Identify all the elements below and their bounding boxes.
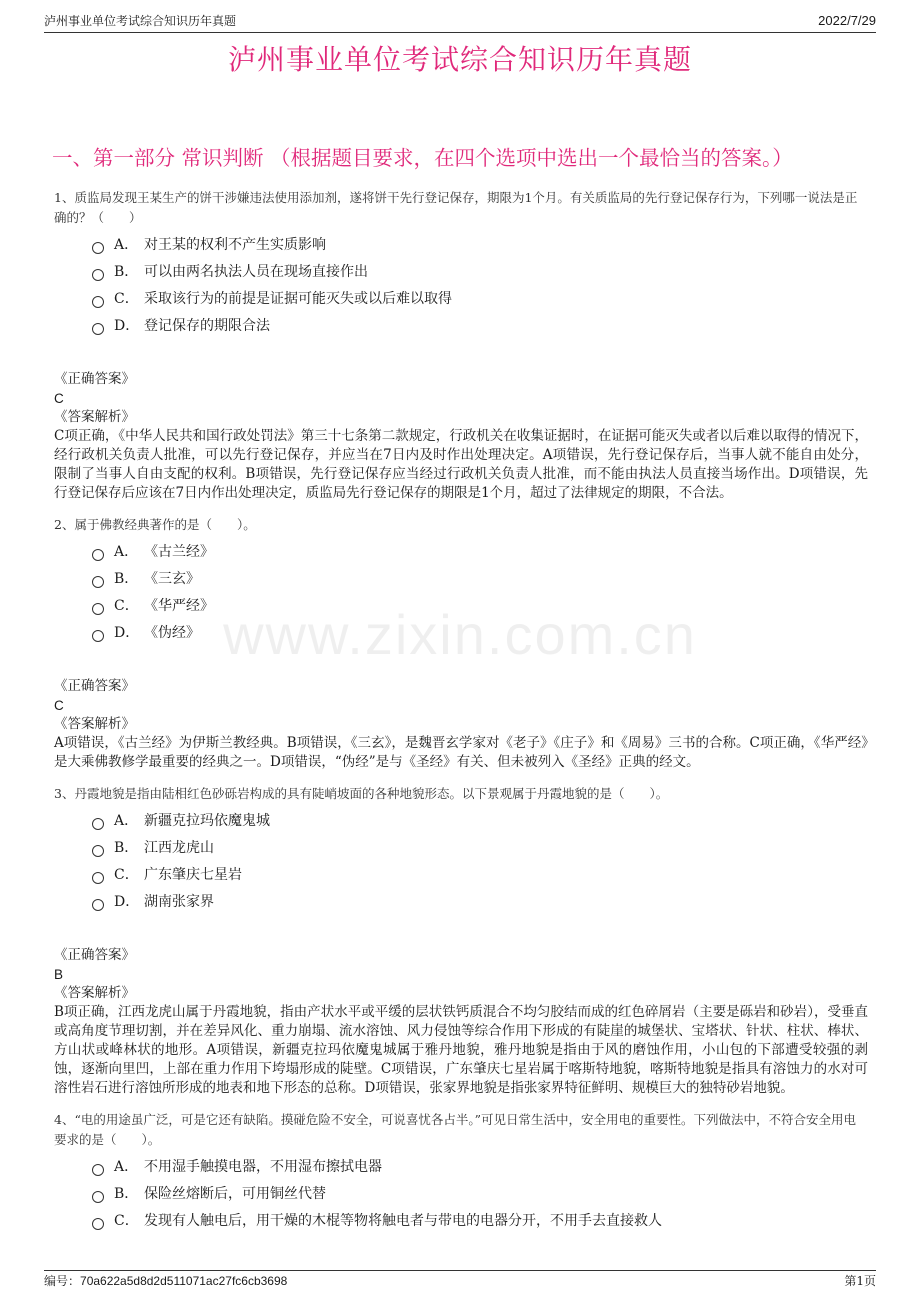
radio-icon[interactable] [92, 549, 104, 561]
option-a[interactable]: A． 不用湿手触摸电器，不用湿布擦拭电器 [92, 1154, 868, 1181]
option-list [92, 539, 868, 647]
option-list [92, 232, 868, 340]
explanation-label: 《答案解析》 [54, 985, 135, 1001]
answer-block [54, 677, 868, 772]
radio-icon[interactable] [92, 845, 104, 857]
answer-block [54, 946, 868, 1098]
radio-icon[interactable] [92, 603, 104, 615]
question-stem: 1、质监局发现王某生产的饼干涉嫌违法使用添加剂，遂将饼干先行登记保存，期限为1个月。有关质监局的先行登记保存行为，下列哪一说法是正确的？（ ） [54, 190, 858, 225]
header-doc-name: 泸州事业单位考试综合知识历年真题 [44, 14, 237, 28]
option-b[interactable]: B． 《三玄》 [92, 566, 868, 593]
option-c[interactable]: C． 《华严经》 [92, 593, 868, 620]
question-list [54, 188, 868, 1235]
radio-icon[interactable] [92, 1191, 104, 1203]
radio-icon[interactable] [92, 269, 104, 281]
explanation-text: C项正确，《中华人民共和国行政处罚法》第三十七条第二款规定，行政机关在收集证据时，在证据可能灭失或者以后难以取得的情况下，经行政机关负责人批准，可以先行登记保存，并应当在7日内及时作出处理决定。A项错误，先行登记保存后，当事人就不能自由处分，限制了当事人自由支配的权利。B项错误，先行登记保存应当经过行政机关负责人批准，而不能由执法人员直接当场作出。D项错误，先行登记保存后应该在7日内作出处理决定，质监局先行登记保存的期限是1个月，超过了法律规定的期限，不合法。 [54, 428, 868, 501]
question-3 [54, 784, 868, 1098]
page-header [44, 10, 876, 33]
option-list [92, 1154, 868, 1235]
option-c[interactable]: C． 采取该行为的前提是证据可能灭失或以后难以取得 [92, 286, 868, 313]
correct-answer: C [54, 698, 64, 713]
page-number: 第1页 [844, 1274, 876, 1288]
watermark: www.zixin.com.cn [223, 603, 697, 666]
question-stem: 3、丹霞地貌是指由陆相红色砂砾岩构成的具有陡峭坡面的各种地貌形态。以下景观属于丹霞地貌的是（ ）。 [54, 786, 669, 801]
correct-answer: B [54, 967, 64, 982]
radio-icon[interactable] [92, 899, 104, 911]
option-d[interactable]: D． 登记保存的期限合法 [92, 313, 868, 340]
document-code: 编号：70a622a5d8d2d511071ac27fc6cb3698 [44, 1274, 288, 1288]
radio-icon[interactable] [92, 323, 104, 335]
answer-label: 《正确答案》 [54, 678, 135, 694]
explanation-text: A项错误，《古兰经》为伊斯兰教经典。B项错误，《三玄》，是魏晋玄学家对《老子》《庄子》和《周易》三书的合称。C项正确，《华严经》是大乘佛教修学最重要的经典之一。D项错误，“伪经”是与《圣经》有关、但未被列入《圣经》正典的经文。 [54, 735, 868, 770]
header-date: 2022/7/29 [818, 13, 876, 28]
option-list [92, 808, 868, 916]
radio-icon[interactable] [92, 872, 104, 884]
question-stem: 4、“电的用途虽广泛，可是它还有缺陷。摸碰危险不安全，可说喜忧各占半。”可见日常生活中，安全用电的重要性。下列做法中，不符合安全用电要求的是（ ）。 [54, 1112, 856, 1147]
question-1 [54, 188, 868, 503]
option-b[interactable]: B． 江西龙虎山 [92, 835, 868, 862]
page-footer [44, 1270, 876, 1293]
radio-icon[interactable] [92, 242, 104, 254]
correct-answer: C [54, 391, 64, 406]
option-c[interactable]: C． 发现有人触电后，用干燥的木棍等物将触电者与带电的电器分开，不用手去直接救人 [92, 1208, 868, 1235]
section-heading: 一、第一部分 常识判断 （根据题目要求，在四个选项中选出一个最恰当的答案。） [52, 146, 793, 170]
radio-icon[interactable] [92, 1218, 104, 1230]
option-b[interactable]: B． 保险丝熔断后，可用铜丝代替 [92, 1181, 868, 1208]
radio-icon[interactable] [92, 1164, 104, 1176]
explanation-label: 《答案解析》 [54, 409, 135, 425]
option-d[interactable]: D． 湖南张家界 [92, 889, 868, 916]
document-title: 泸州事业单位考试综合知识历年真题 [227, 43, 692, 76]
explanation-text: B项正确，江西龙虎山属于丹霞地貌，指由产状水平或平缓的层状铁钙质混合不均匀胶结而成的红色碎屑岩（主要是砾岩和砂岩），受垂直或高角度节理切割，并在差异风化、重力崩塌、流水溶蚀、风力侵蚀等综合作用下形成的有陡崖的城堡状、宝塔状、针状、柱状、棒状、方山状或峰林状的地形。A项错误，新疆克拉玛依魔鬼城属于雅丹地貌，雅丹地貌是指由于风的磨蚀作用，小山包的下部遭受较强的剥蚀，逐渐向里凹，上部在重力作用下垮塌形成的陡壁。C项错误，广东肇庆七星岩属于喀斯特地貌，喀斯特地貌是指具有溶蚀力的水对可溶性岩石进行溶蚀所形成的地表和地下形态的总称。D项错误，张家界地貌是指张家界特征鲜明、规模巨大的独特砂岩地貌。 [54, 1004, 868, 1096]
question-2 [54, 515, 868, 772]
option-d[interactable]: D． 《伪经》 [92, 620, 868, 647]
option-a[interactable]: A． 《古兰经》 [92, 539, 868, 566]
explanation-label: 《答案解析》 [54, 716, 135, 732]
question-4 [54, 1110, 868, 1235]
radio-icon[interactable] [92, 576, 104, 588]
answer-label: 《正确答案》 [54, 947, 135, 963]
radio-icon[interactable] [92, 296, 104, 308]
option-a[interactable]: A． 新疆克拉玛依魔鬼城 [92, 808, 868, 835]
answer-block [54, 370, 868, 503]
option-a[interactable]: A． 对王某的权利不产生实质影响 [92, 232, 868, 259]
radio-icon[interactable] [92, 630, 104, 642]
radio-icon[interactable] [92, 818, 104, 830]
question-stem: 2、属于佛教经典著作的是（ ）。 [54, 517, 256, 532]
answer-label: 《正确答案》 [54, 371, 135, 387]
option-b[interactable]: B． 可以由两名执法人员在现场直接作出 [92, 259, 868, 286]
option-c[interactable]: C． 广东肇庆七星岩 [92, 862, 868, 889]
